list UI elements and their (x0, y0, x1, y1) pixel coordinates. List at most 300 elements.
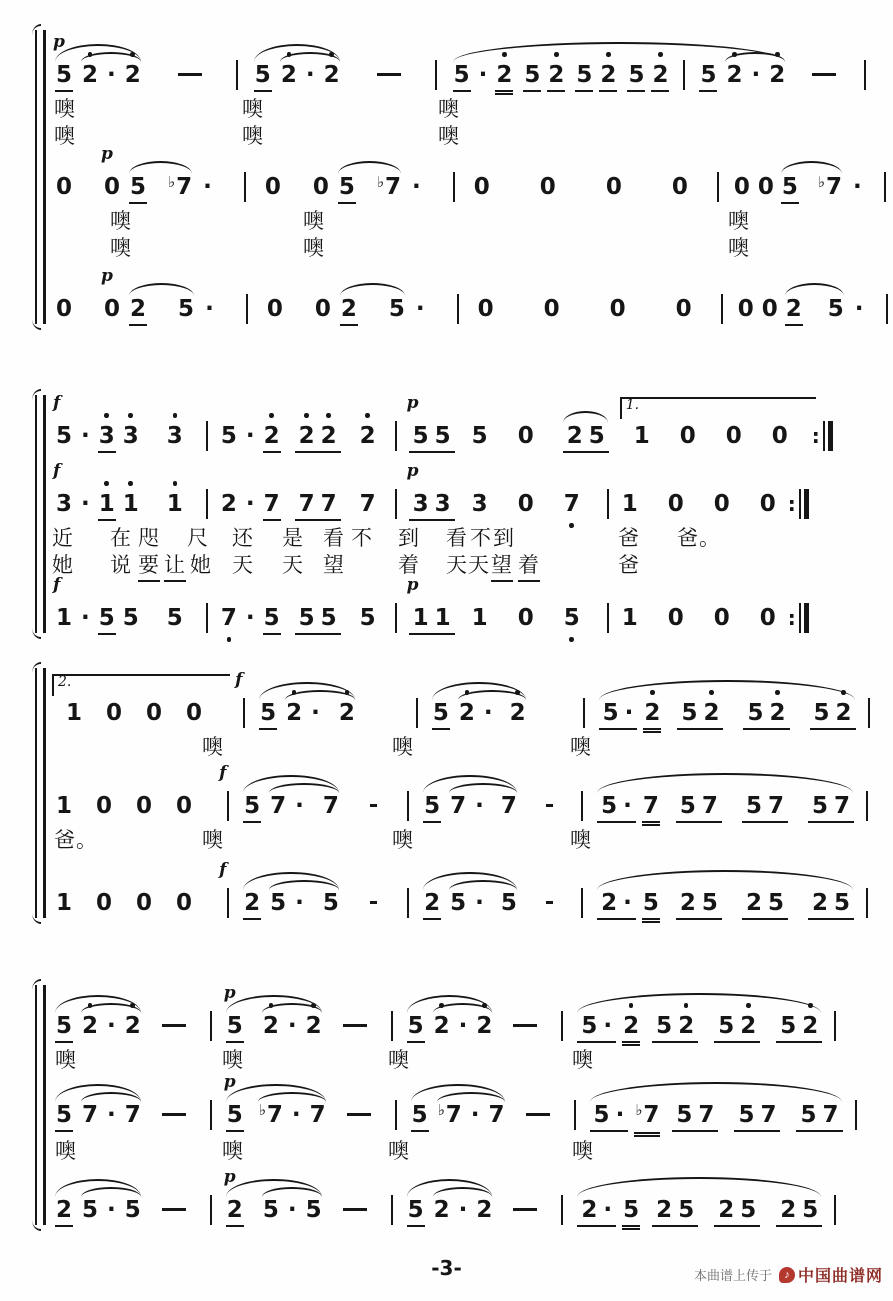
note (135, 791, 153, 821)
note-digit: 5 (678, 1197, 695, 1223)
spacer (143, 603, 163, 604)
spacer (150, 172, 164, 173)
flat-sign: ♭ (258, 1101, 266, 1119)
note-digit: 5 (813, 700, 830, 726)
barline (246, 294, 248, 324)
note (423, 888, 441, 920)
spacer (380, 603, 386, 604)
note (500, 791, 518, 821)
beam-group (677, 698, 723, 730)
music-line: 0 p 0 5 ♭7 · 0 0 5 ♭7 · 0 0 0 0 0 0 5 ♭7 · (52, 172, 877, 204)
note-digit: 5 (747, 700, 764, 726)
note (220, 421, 238, 451)
note-digit: 2 (130, 296, 147, 322)
duration-dot: · (475, 793, 484, 819)
note-digit: 3 (122, 423, 139, 449)
spacer (783, 1100, 793, 1101)
barline (583, 698, 585, 728)
note (312, 172, 330, 202)
slur-group (420, 791, 521, 823)
octave-dot-above (292, 690, 297, 695)
spacer (643, 1011, 649, 1012)
barline (206, 603, 208, 633)
beam-group (810, 698, 856, 730)
note (453, 60, 471, 92)
dash-note (162, 1113, 186, 1116)
note-digit: 5 (298, 605, 315, 631)
note (621, 489, 639, 519)
slur-group (266, 888, 343, 918)
spacer (806, 294, 824, 295)
note (702, 698, 720, 728)
barline (834, 1011, 836, 1041)
note-digit: 5 (305, 1197, 322, 1223)
note-digit: 7 (124, 1102, 141, 1128)
beam-group (409, 421, 455, 453)
slur-group (52, 1100, 145, 1132)
spacer (734, 603, 756, 604)
duration-dot: · (854, 296, 864, 322)
note-digit: 5 (718, 1013, 735, 1039)
note-digit: 5 (407, 1013, 424, 1039)
slur-group (259, 1195, 326, 1225)
note-digit: 0 (106, 700, 123, 726)
note (781, 172, 799, 204)
note (737, 294, 755, 324)
note-digit: 2 (644, 700, 661, 726)
spacer (584, 489, 598, 490)
note-digit: 1 (66, 700, 83, 726)
spacer (287, 294, 311, 295)
note (167, 172, 193, 204)
slur-group (277, 60, 344, 90)
beam-group (409, 603, 455, 635)
system-start-barline (35, 668, 46, 918)
note (458, 698, 476, 728)
note (627, 60, 645, 92)
spacer (116, 791, 132, 792)
note-digit: 2 (745, 890, 762, 916)
octave-dot-above (732, 52, 737, 57)
octave-dot-above (128, 481, 133, 486)
note-digit: 0 (104, 174, 121, 200)
music-line: 1 0 0 0 f 5 7 · 7 5 7 · 7 5 · 7 5 7 5 7 5 7 (52, 791, 877, 823)
barline (683, 60, 685, 90)
spacer (732, 294, 734, 295)
note (285, 698, 303, 728)
spacer (343, 888, 361, 889)
note-digit: 0 (757, 174, 774, 200)
note-digit: 5 (601, 793, 618, 819)
note-digit: 5 (827, 296, 844, 322)
note (642, 791, 660, 823)
note (633, 421, 651, 451)
note (55, 489, 73, 519)
note-digit: 5 (322, 890, 339, 916)
note (359, 421, 377, 451)
spacer (156, 888, 172, 889)
note (55, 888, 73, 918)
note-digit: 2 (601, 890, 618, 916)
note-digit: 7 (320, 491, 337, 517)
note-digit: 0 (605, 174, 622, 200)
slur-group (722, 60, 789, 90)
dash-note (546, 804, 553, 807)
lyric-syllable: 噢 (572, 1049, 594, 1072)
note (713, 603, 731, 633)
slur-group (52, 1195, 145, 1227)
note-digit: 7 (298, 491, 315, 517)
note-digit: 0 (761, 296, 778, 322)
slur-group (420, 888, 521, 920)
note (407, 1195, 425, 1227)
note-digit: 0 (713, 605, 730, 631)
spacer (344, 421, 356, 422)
duration-dot: · (751, 62, 761, 88)
note (434, 421, 452, 451)
note (220, 603, 238, 633)
note-digit: 5 (588, 423, 605, 449)
note (266, 294, 284, 324)
note (434, 603, 452, 633)
duration-dot: · (287, 1013, 297, 1039)
spacer (195, 1195, 201, 1196)
lyrics-line (52, 823, 877, 850)
spacer (284, 489, 292, 490)
slur-group (446, 791, 521, 821)
spacer (195, 1100, 201, 1101)
system-start-barline (35, 985, 46, 1225)
note-digit: 7 (760, 1102, 777, 1128)
note-digit: 5 (593, 1102, 610, 1128)
octave-dot-above (515, 690, 520, 695)
note (677, 1195, 695, 1225)
barline (395, 603, 397, 633)
spacer (145, 1011, 153, 1012)
note (677, 1011, 695, 1041)
note (376, 172, 402, 204)
note-digit: 7 (642, 793, 659, 819)
note (95, 791, 113, 821)
repeat-thin-line (799, 489, 801, 519)
lyric-syllable: 噢 (54, 125, 76, 148)
note (488, 1100, 506, 1130)
spacer (746, 421, 768, 422)
note (580, 1195, 598, 1225)
barline (866, 888, 868, 918)
music-line: 5 7 · 7 p 5 ♭7 · 7 5 ♭7 · 7 5 · ♭7 5 7 5 7 5 7 (52, 1100, 877, 1134)
music-line: 0 p 0 2 5 · 0 0 2 5 · 0 0 0 0 0 0 2 5 · (52, 294, 877, 326)
note (449, 791, 467, 821)
note-digit: 2 (298, 423, 315, 449)
spacer (630, 294, 672, 295)
spacer (410, 60, 426, 61)
note-digit: 3 (98, 423, 115, 449)
spacer (791, 888, 805, 889)
beam-group (597, 791, 636, 823)
spacer (564, 294, 606, 295)
barline (243, 698, 245, 728)
spacer (530, 698, 546, 699)
note (124, 1100, 142, 1130)
note-digit: 2 (124, 62, 141, 88)
octave-dot-above (88, 52, 93, 57)
note-digit: 5 (679, 793, 696, 819)
note (634, 1100, 660, 1134)
note (98, 603, 116, 635)
dash-note (812, 73, 836, 76)
lyrics-line (52, 204, 877, 231)
note (122, 489, 140, 519)
note-digit: 2 (548, 62, 565, 88)
barline (416, 698, 418, 728)
barline (855, 1100, 857, 1130)
barline (453, 172, 455, 202)
note (166, 421, 184, 451)
spacer (692, 172, 708, 173)
note (423, 791, 441, 823)
lyric-syllable: 噢 (572, 1140, 594, 1163)
note-digit: 0 (146, 700, 163, 726)
note-digit: 2 (424, 890, 441, 916)
note (799, 1100, 817, 1130)
barline (395, 421, 397, 451)
repeat-end-barline (788, 603, 809, 633)
spacer (76, 294, 100, 295)
spacer (218, 698, 234, 699)
duration-dot: · (203, 174, 212, 200)
note (621, 603, 639, 633)
note (65, 698, 83, 728)
spacer (409, 294, 411, 295)
note-digit: 5 (681, 700, 698, 726)
spacer (562, 791, 572, 792)
note-digit: 5 (407, 1197, 424, 1223)
spacer (538, 421, 560, 422)
note (602, 698, 620, 728)
lyric-syllable: 在 (110, 527, 132, 550)
lyric-syllable: 噢 (388, 1140, 410, 1163)
spacer (426, 172, 444, 173)
octave-dot-above (269, 413, 274, 418)
note-digit: 2 (476, 1013, 493, 1039)
duration-dot: · (470, 1102, 480, 1128)
note (779, 1195, 797, 1225)
lyric-syllable: 噢 (54, 98, 76, 121)
note (280, 60, 298, 90)
repeat-thick-line (804, 489, 809, 519)
note (55, 1195, 73, 1227)
note-digit: 5 (800, 1102, 817, 1128)
note (226, 1195, 244, 1227)
note-digit: 2 (496, 62, 513, 88)
note-digit: 5 (453, 62, 470, 88)
spacer (343, 791, 361, 792)
volta-label: 1. (625, 397, 640, 413)
music-line: 1 0 0 0 f 2 5 · 5 2 5 · 5 2 · 5 2 5 2 5 2 5 (52, 888, 877, 920)
note (55, 172, 73, 202)
note (655, 1011, 673, 1041)
note (322, 888, 340, 918)
note-digit: 0 (517, 491, 534, 517)
note (81, 1100, 99, 1130)
spacer (643, 1195, 649, 1196)
spacer (380, 1100, 386, 1101)
note (500, 888, 518, 918)
beam-group (714, 1011, 760, 1043)
lyric-syllable: 噢 (570, 736, 592, 759)
slur-group (429, 698, 530, 730)
note-digit: 2 (220, 491, 237, 517)
duration-dot: · (311, 700, 320, 726)
spacer (458, 603, 468, 604)
lyrics-line (52, 1134, 877, 1161)
slur-group (251, 60, 344, 92)
spacer (626, 172, 668, 173)
beam-group (796, 1100, 842, 1132)
slur-group (404, 1011, 497, 1043)
note (338, 698, 356, 728)
note-digit: 0 (56, 174, 73, 200)
note-digit: 5 (263, 605, 280, 631)
spacer (126, 698, 142, 699)
beam-group (295, 603, 341, 635)
duration-dot: · (475, 890, 484, 916)
music-line: f 5 · 3 3 3 5 · 2 2 2 2 p 5 5 5 0 2 5 1. 1 0 0 0 : (52, 421, 877, 453)
note (166, 489, 184, 519)
spacer (516, 60, 520, 61)
note-digit: 0 (56, 296, 73, 322)
spacer (344, 60, 368, 61)
spacer (187, 489, 197, 490)
slur-group (255, 1100, 330, 1132)
lyric-syllable: 噢 (388, 1049, 410, 1072)
note (95, 888, 113, 918)
barline (834, 1195, 836, 1225)
slur-group (256, 698, 359, 730)
lyric-syllable: 尺 (187, 527, 209, 550)
note (600, 791, 618, 821)
flat-sign: ♭ (635, 1101, 643, 1119)
repeat-dots: : (811, 424, 820, 448)
spacer (116, 888, 132, 889)
barline (435, 60, 437, 90)
note (129, 294, 147, 326)
repeat-end-barline (812, 421, 833, 451)
lyric-syllable: 噢 (303, 210, 325, 233)
spacer (546, 1195, 552, 1196)
note-digit: 7 (263, 491, 280, 517)
spacer (359, 172, 373, 173)
spacer (498, 294, 540, 295)
barline (721, 294, 723, 324)
spacer (763, 1195, 773, 1196)
note-digit: 5 (56, 423, 73, 449)
note (314, 294, 332, 324)
duration-dot: · (458, 1013, 468, 1039)
dash-note (513, 1024, 537, 1027)
slur-group (126, 294, 198, 326)
barline (884, 172, 886, 202)
spacer (560, 172, 602, 173)
spacer (509, 1100, 517, 1101)
note-digit: 3 (434, 491, 451, 517)
note (622, 1195, 640, 1227)
note-digit: 2 (124, 1013, 141, 1039)
lyric-syllable: 不 (470, 527, 492, 550)
slur-group (337, 294, 409, 326)
slur-group (240, 888, 343, 920)
note-digit: 2 (323, 62, 340, 88)
note-digit: 7 (701, 793, 718, 819)
dash-note (162, 1208, 186, 1211)
note (264, 172, 282, 202)
note-digit: 2 (678, 1013, 695, 1039)
note-digit: 0 (679, 423, 696, 449)
spacer (326, 1011, 334, 1012)
duration-dot: · (81, 423, 90, 449)
note (243, 791, 261, 823)
duration-dot: · (245, 423, 255, 449)
note (269, 791, 287, 821)
dash-note (377, 73, 401, 76)
spacer (721, 1100, 731, 1101)
note (609, 294, 627, 324)
note-digit: 2 (262, 1013, 279, 1039)
spacer (489, 791, 497, 792)
note-digit: 1 (434, 605, 451, 631)
spacer (789, 60, 803, 61)
note (473, 172, 491, 202)
note (580, 1011, 598, 1041)
duration-dot: · (107, 1102, 116, 1128)
lyric-syllable: 噢 (570, 829, 592, 852)
note-digit: 2 (581, 1197, 598, 1223)
note-digit: 7 (698, 1102, 715, 1128)
note-digit: 2 (769, 700, 786, 726)
lyric-syllable: 噢 (728, 210, 750, 233)
note-digit: 0 (104, 296, 121, 322)
note (220, 489, 238, 519)
lyric-syllable: 噢 (55, 1140, 77, 1163)
note (269, 888, 287, 918)
spacer (696, 294, 712, 295)
spacer (848, 294, 850, 295)
note-digit: 0 (609, 296, 626, 322)
beam-group (742, 791, 788, 823)
note (55, 421, 73, 451)
spacer (247, 1100, 255, 1101)
beam-group (808, 791, 854, 823)
note-digit: 2 (703, 700, 720, 726)
spacer (672, 60, 674, 61)
note-digit: 2 (600, 62, 617, 88)
lyric-syllable: 噢 (110, 237, 132, 260)
slur-group (408, 1100, 509, 1132)
note (767, 888, 785, 918)
note-digit: 2 (718, 1197, 735, 1223)
octave-dot-above (482, 1003, 487, 1008)
octave-dot-above (465, 690, 470, 695)
lyric-syllable: 噢 (55, 1049, 77, 1072)
octave-dot-above (554, 52, 559, 57)
note (471, 489, 489, 519)
note (124, 1011, 142, 1041)
lyric-syllable: 噢 (303, 237, 325, 260)
note (679, 888, 697, 918)
note (745, 888, 763, 918)
slur-group (52, 1011, 145, 1043)
